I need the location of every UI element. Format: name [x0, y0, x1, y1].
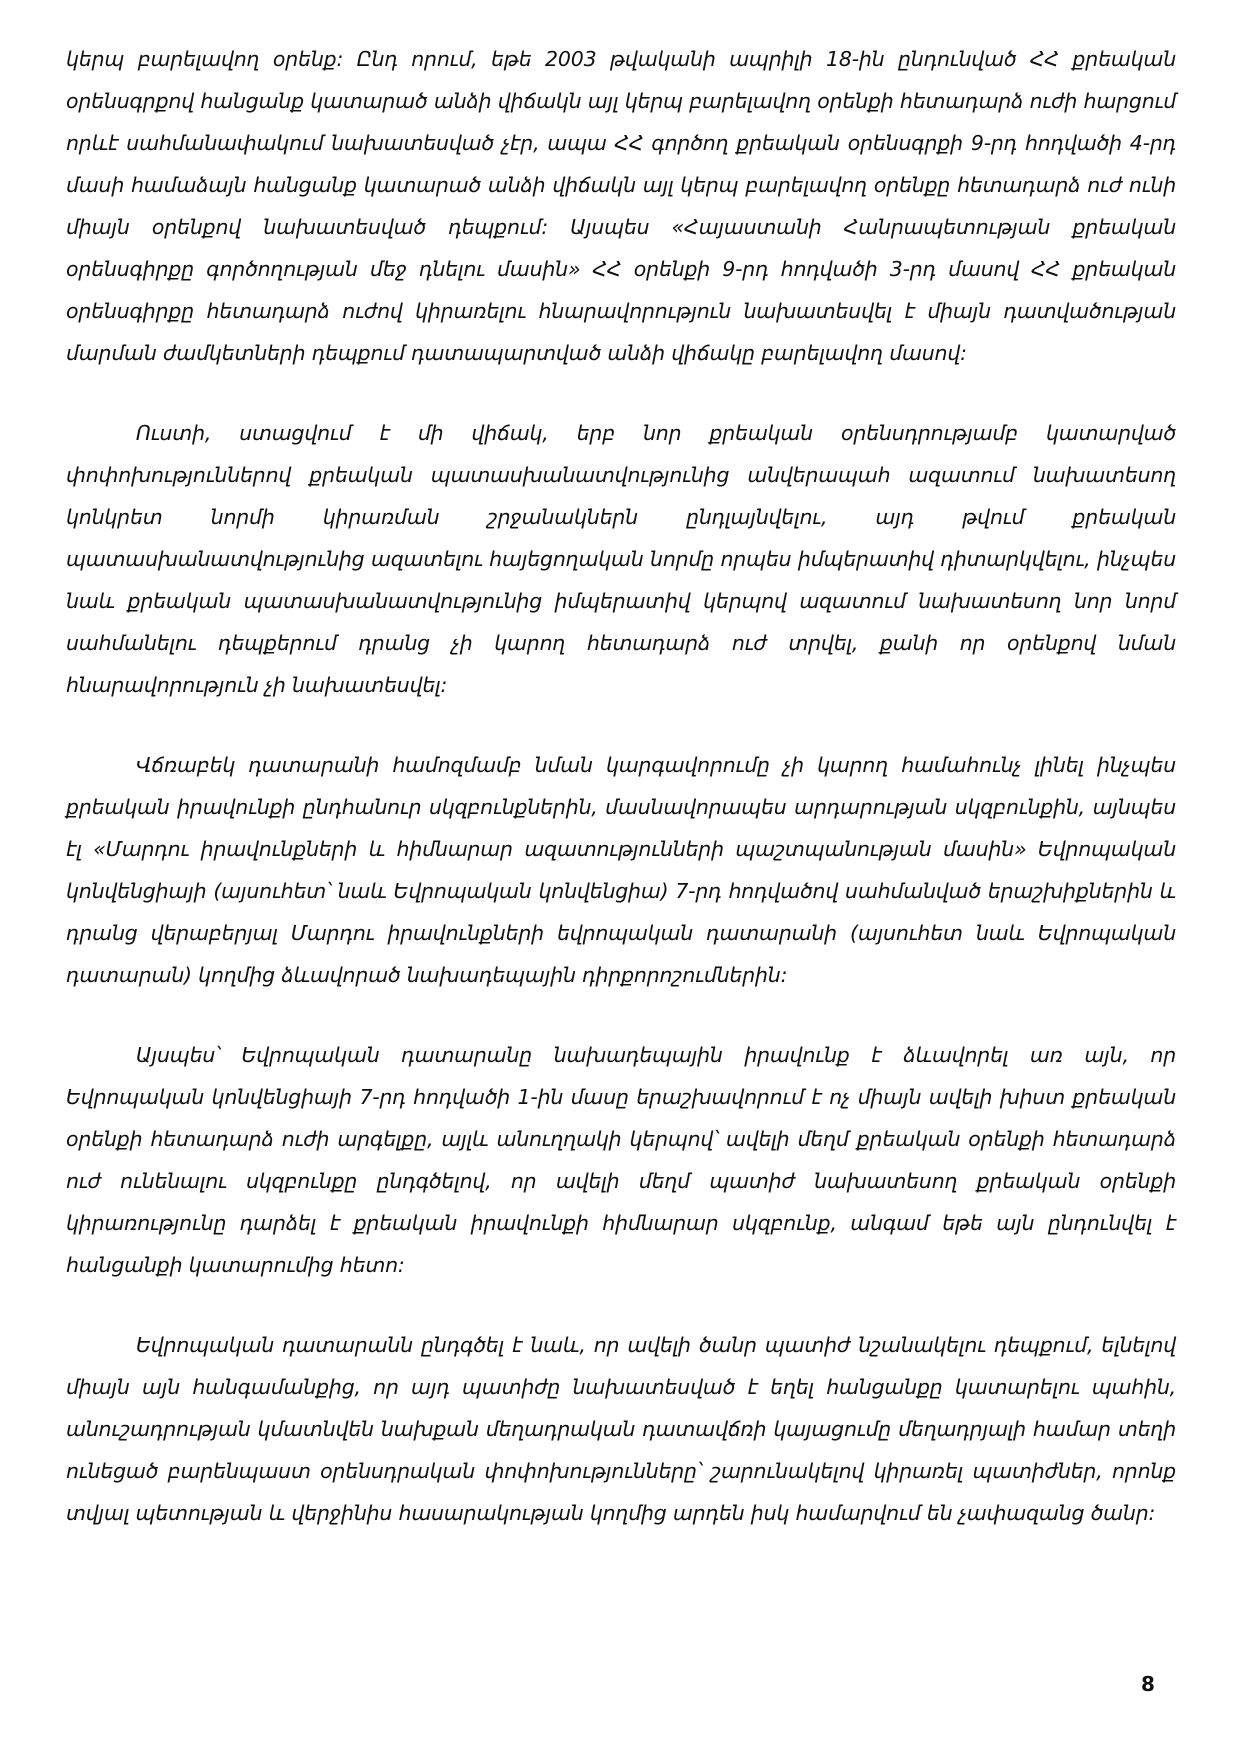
document-body	[66, 38, 1176, 1572]
page-number: 8	[1141, 1672, 1155, 1696]
paragraph-3: Վճռաբեկ դատարանի համոզմամբ նման կարգավորումը չի կարող համահունչ լինել ինչպես քրեական իրավունքի ընդհանուր սկզբունքներին, մասնավորապես արդարության սկզբունքին, այնպես էլ «Մարդու իրավունքների և հիմնարար ազատությունների պաշտպանության մասին» Եվրոպական կոնվենցիայի (այսուհետ՝ նաև Եվրոպական կոնվենցիա) 7-րդ հոդվածով սահմանված երաշխիքներին և դրանց վերաբերյալ Մարդու իրավունքների եվրոպական դատարանի (այսուհետ նաև Եվրոպական դատարան) կողմից ձևավորած նախադեպային դիրքորոշումներին:	[66, 753, 1176, 987]
paragraph-5: Եվրոպական դատարանն ընդգծել է նաև, որ ավելի ծանր պատիժ նշանակելու դեպքում, ելնելով միայն այն հանգամանքից, որ այդ պատիժը նախատեսված է եղել հանցանքը կատարելու պահին, անուշադրության կմատնվեն նախքան մեղադրական դատավճռի կայացումը մեղադրյալի համար տեղի ունեցած բարենպաստ օրենսդրական փոփոխությունները՝ շարունակելով կիրառել պատիժներ, որոնք տվյալ պետության և վերջինիս հասարակության կողմից արդեն իսկ համարվում են չափազանց ծանր:	[66, 1333, 1176, 1525]
paragraph-4: Այսպես՝ Եվրոպական դատարանը նախադեպային իրավունք է ձևավորել առ այն, որ Եվրոպական կոնվենցիայի 7-րդ հոդվածի 1-ին մասը երաշխավորում է ոչ միայն ավելի խիստ քրեական օրենքի հետադարձ ուժի արգելքը, այլև անուղղակի կերպով՝ ավելի մեղմ քրեական օրենքի հետադարձ ուժ ունենալու սկզբունքը ընդգծելով, որ ավելի մեղմ պատիժ նախատեսող քրեական օրենքի կիրառությունը դարձել է քրեական իրավունքի հիմնարար սկզբունք, անգամ եթե այն ընդունվել է հանցանքի կատարումից հետո:	[66, 1043, 1176, 1277]
paragraph-2: Ուստի, ստացվում է մի վիճակ, երբ նոր քրեական օրենսդրությամբ կատարված փոփոխություններով քրեական պատասխանատվությունից անվերապահ ազատում նախատեսող կոնկրետ նորմի կիրառման շրջանակներն ընդլայնվելու, այդ թվում քրեական պատասխանատվությունից ազատելու հայեցողական նորմը որպես իմպերատիվ դիտարկվելու, ինչպես նաև քրեական պատասխանատվությունից իմպերատիվ կերպով ազատում նախատեսող նոր նորմ սահմանելու դեպքերում դրանց չի կարող հետադարձ ուժ տրվել, քանի որ օրենքով նման հնարավորություն չի նախատեսվել:	[66, 421, 1176, 697]
paragraph-1-continuation: կերպ բարելավող օրենք: Ընդ որում, եթե 2003 թվականի ապրիլի 18-ին ընդունված ՀՀ քրեական օրենսգրքով հանցանք կատարած անձի վիճակն այլ կերպ բարելավող օրենքի հետադարձ ուժի հարցում որևէ սահմանափակում նախատեսված չէր, ապա ՀՀ գործող քրեական օրենսգրքի 9-րդ հոդվածի 4-րդ մասի համաձայն հանցանք կատարած անձի վիճակն այլ կերպ բարելավող օրենքը հետադարձ ուժ ունի միայն օրենքով նախատեսված դեպքում: Այսպես «Հայաստանի Հանրապետության քրեական օրենսգիրքը գործողության մեջ դնելու մասին» ՀՀ օրենքի 9-րդ հոդվածի 3-րդ մասով ՀՀ քրեական օրենսգիրքը հետադարձ ուժով կիրառելու հնարավորություն նախատեսվել է միայն դատվածության մարման ժամկետների դեպքում դատապարտված անձի վիճակը բարելավող մասով:	[66, 47, 1176, 365]
